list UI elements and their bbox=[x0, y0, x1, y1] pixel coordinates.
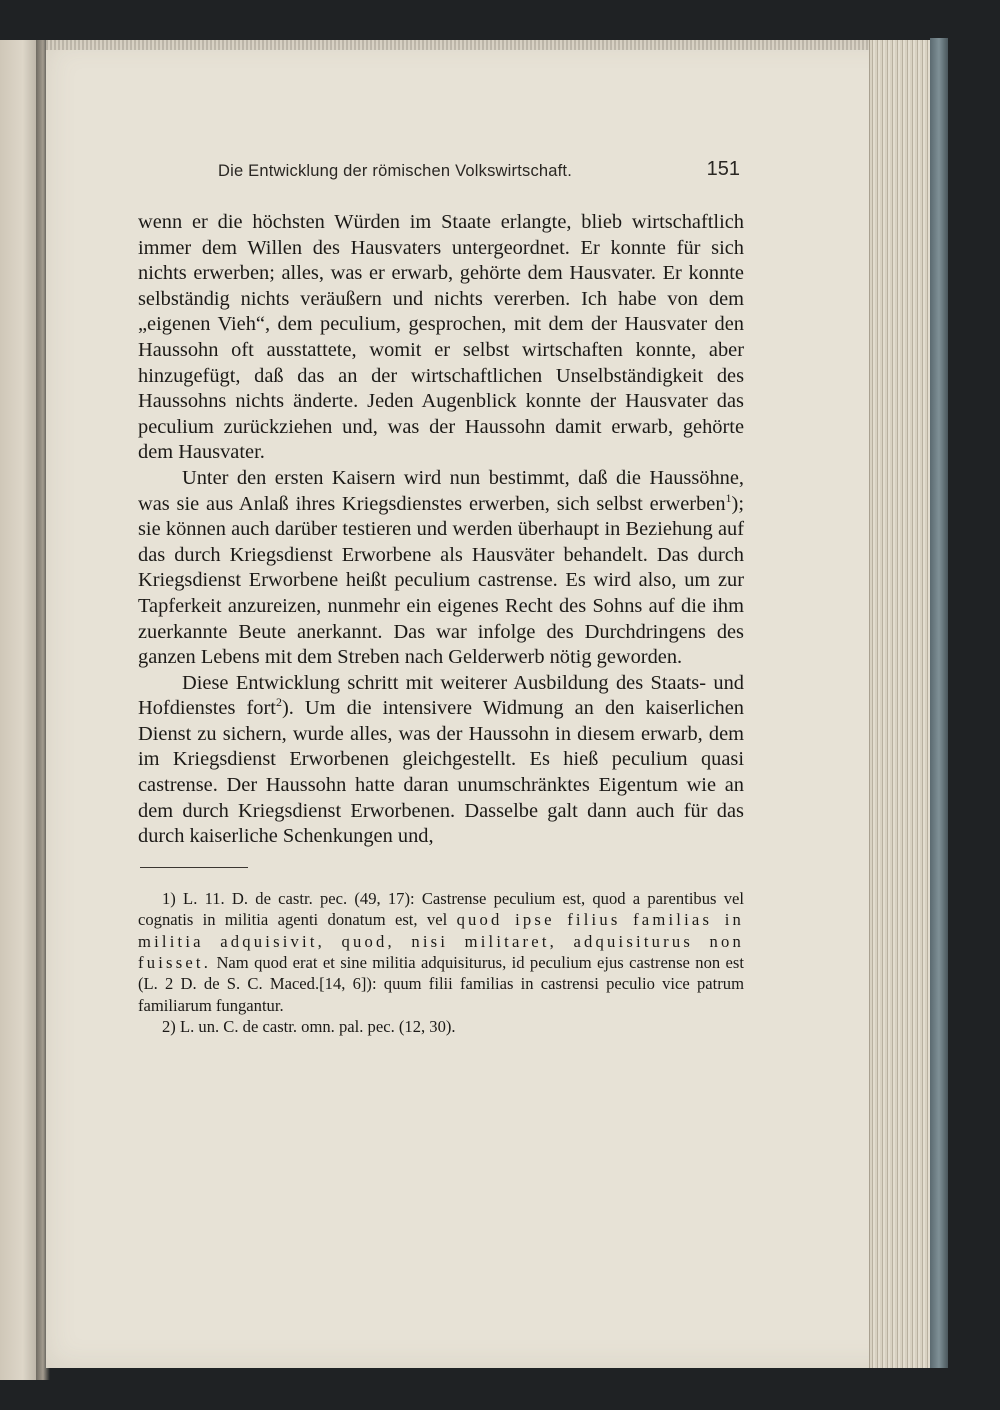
page-top-edge bbox=[46, 40, 932, 50]
footnote-1: 1) L. 11. D. de castr. pec. (49, 17): Castrense peculium est, quod a parentibus vel cognatis in militia agenti donatum est, vel quod ipse filius familias in militia adquisivit, quod, nisi militaret, adquisiturus non fuisset. Nam quod erat et sine militia adquisiturus, id peculium ejus castrense non est (L. 2 D. de S. C. Maced.[14, 6]): quum filii familias in castrensi peculio vice patrum familiarum fungantur. bbox=[138, 888, 745, 1015]
footnote-2: 2) L. un. C. de castr. omn. pal. pec. (12, 30). bbox=[162, 1017, 456, 1037]
footnote-1-spaced-text: quod ipse filius familias in militia adquisivit, quod, nisi militaret, adquisiturus non fuisset. bbox=[138, 910, 745, 973]
running-head bbox=[138, 158, 744, 188]
paragraph-1: wenn er die höchsten Würden im Staate erlangte, blieb wirtschaftlich immer dem Willen des Hausvaters untergeordnet. Er konnte für sich nichts erwerben; alles, was er erwarb, gehörte dem Hausvater. Er konnte selbständig nichts veräußern und nichts vererben. Ich habe von dem „eigenen Vieh“, dem peculium, gesprochen, mit dem der Hausvater den Haussohn oft ausstattete, womit er selbst wirtschaften konnte, aber hinzugefügt, daß das an der wirtschaftlichen Unselbständigkeit des Haussohns nichts änderte. Jeden Augenblick konnte der Hausvater das peculium zurückziehen und, was der Haussohn damit erwarb, gehörte dem Hausvater. bbox=[138, 211, 744, 464]
footnote-ref-2: 2 bbox=[275, 695, 282, 710]
page-number: 151 bbox=[706, 158, 740, 180]
text-block bbox=[138, 158, 744, 1038]
paragraph-3: Diese Entwicklung schritt mit weiterer Ausbildung des Staats- und Hofdienstes fort$^2$). Um die intensivere Widmung an den kaiserlichen Dienst zu sichern, wurde alles, was der Haussohn in diesem erwarb, dem im Kriegsdienst Erworbenen gleichgestellt. Es hieß peculium quasi castrense. Der Haussohn hatte daran unumschränktes Eigentum wie an dem durch Kriegsdienst Erworbenen. Dasselbe galt dann auch für das durch kaiserliche Schenkungen und, bbox=[138, 671, 744, 848]
book-cover-edge bbox=[930, 38, 948, 1368]
paragraph-2: Unter den ersten Kaisern wird nun bestimmt, daß die Haussöhne, was sie aus Anlaß ihres Kriegsdienstes erwerben, sich selbst erwerben$^1$); sie können auch darüber testieren und werden überhaupt in Beziehung auf das durch Kriegsdienst Erworbene als Hausväter behandelt. Das durch Kriegsdienst Erworbene heißt peculium castrense. Es wird also, um zur Tapferkeit anzureizen, nunmehr ein eigenes Recht des Sohns auf die ihm zuerkannte Beute anerkannt. Das war infolge des Durchdringens des ganzen Lebens mit dem Streben nach Gelderwerb nötig geworden. bbox=[138, 466, 744, 669]
footnotes bbox=[138, 888, 744, 1038]
book-page bbox=[46, 40, 932, 1368]
facing-page-edge bbox=[0, 40, 38, 1380]
running-head-title: Die Entwicklung der römischen Volkswirtschaft. bbox=[218, 162, 572, 180]
page-fore-edge bbox=[869, 40, 932, 1368]
footnote-separator bbox=[140, 867, 248, 868]
body-text bbox=[138, 210, 744, 850]
footnote-ref-1: 1 bbox=[725, 490, 732, 505]
